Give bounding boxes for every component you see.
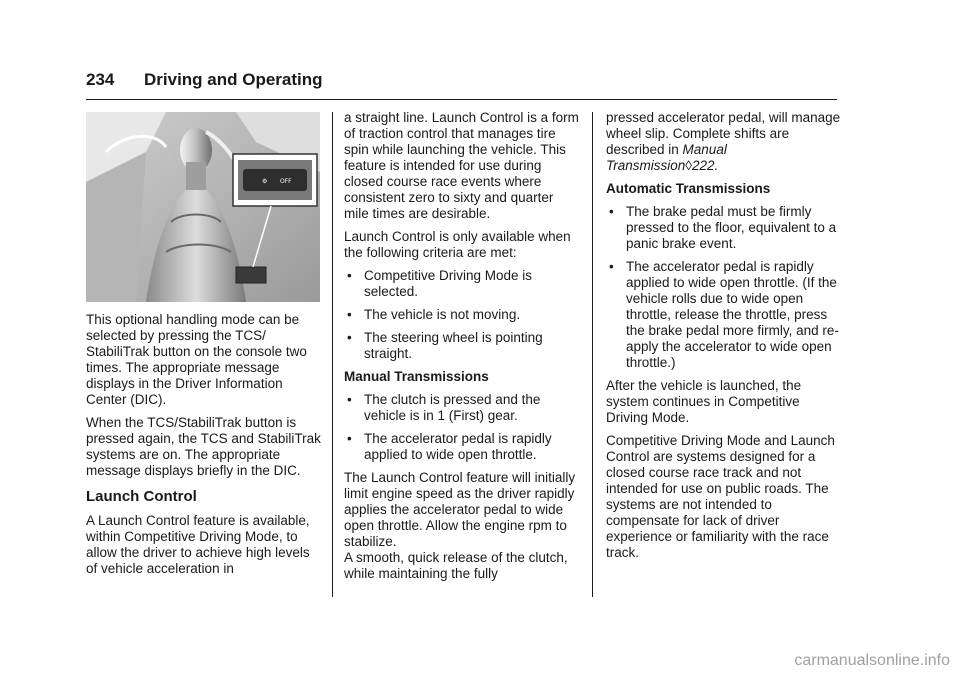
- bullet-icon: •: [347, 268, 352, 283]
- heading-launch-control: Launch Control: [86, 488, 197, 505]
- console-photo: [86, 112, 320, 302]
- list-item: • The steering wheel is pointing straight.: [347, 330, 543, 361]
- list-item: • Competitive Driving Mode is selected.: [347, 268, 533, 299]
- list-item: • The vehicle is not moving.: [347, 307, 521, 322]
- bullet-icon: •: [347, 392, 352, 407]
- list-item: • The accelerator pedal is rapidly applied to wide open throttle. (If the vehicle rolls due to wide open throttle, release the throttle, press the brake pedal more firmly, and re-apply the accelerator to wide open throttle.): [609, 259, 839, 370]
- page-number: 234: [86, 70, 115, 89]
- paragraph: The Launch Control feature will initially limit engine speed as the driver rapidly applies the accelerator pedal to wide open throttle. Allow the engine rpm to stabilize.: [344, 470, 576, 549]
- header-rule: [86, 99, 837, 100]
- paragraph: When the TCS/StabiliTrak button is pressed again, the TCS and StabiliTrak systems are on. The appropriate message displays briefly in the DIC.: [86, 415, 321, 478]
- subheading-manual: Manual Transmissions: [344, 369, 489, 384]
- bullet-icon: •: [609, 204, 614, 219]
- paragraph: Launch Control is only available when the following criteria are met:: [344, 229, 571, 260]
- list-item: • The brake pedal must be firmly pressed to the floor, equivalent to a panic brake event.: [609, 204, 837, 251]
- bullet-icon: •: [609, 259, 614, 274]
- bullet-icon: •: [347, 431, 352, 446]
- column-divider: [592, 112, 593, 597]
- off-button-label: OFF: [280, 178, 292, 185]
- paragraph: a straight line. Launch Control is a form of traction control that manages tire spin while launching the vehicle. This feature is intended for use during closed course race events where consistent zero to sixty and quarter mile times are desirable.: [344, 110, 579, 221]
- list-item: • The clutch is pressed and the vehicle is in 1 (First) gear.: [347, 392, 541, 423]
- paragraph: A Launch Control feature is available, within Competitive Driving Mode, to allow the driver to achieve high levels of vehicle acceleration in: [86, 513, 310, 576]
- column-1: [86, 112, 322, 584]
- reference-page[interactable]: 222: [691, 158, 715, 173]
- paragraph: pressed accelerator pedal, will manage wheel slip. Complete shifts are described in Manual Transmission◊222.: [606, 110, 841, 173]
- paragraph: This optional handling mode can be selected by pressing the TCS/ StabiliTrak button on the console two times. The appropriate message displays in the Driver Information Center (DIC).: [86, 312, 307, 407]
- paragraph: After the vehicle is launched, the system continues in Competitive Driving Mode.: [606, 378, 802, 425]
- bullet-icon: •: [347, 330, 352, 345]
- column-2: [344, 110, 580, 589]
- watermark: carmanualsonline.info: [794, 652, 950, 669]
- reference-icon: ◊: [685, 158, 692, 173]
- section-title: Driving and Operating: [144, 70, 323, 89]
- page-header: [86, 70, 323, 90]
- subheading-automatic: Automatic Transmissions: [606, 181, 771, 196]
- paragraph: A smooth, quick release of the clutch, while maintaining the fully: [344, 550, 568, 581]
- cross-reference-link[interactable]: Manual Transmission: [606, 142, 727, 173]
- column-3: [606, 110, 842, 568]
- list-item: • The accelerator pedal is rapidly applied to wide open throttle.: [347, 431, 552, 462]
- bullet-icon: •: [347, 307, 352, 322]
- column-divider: [332, 112, 333, 597]
- paragraph: Competitive Driving Mode and Launch Control are systems designed for a closed course race track and not intended for use on public roads. The systems are not intended to compensate for lack of driver experience or familiarity with the race track.: [606, 433, 835, 560]
- svg-text:⚙: ⚙: [262, 178, 268, 185]
